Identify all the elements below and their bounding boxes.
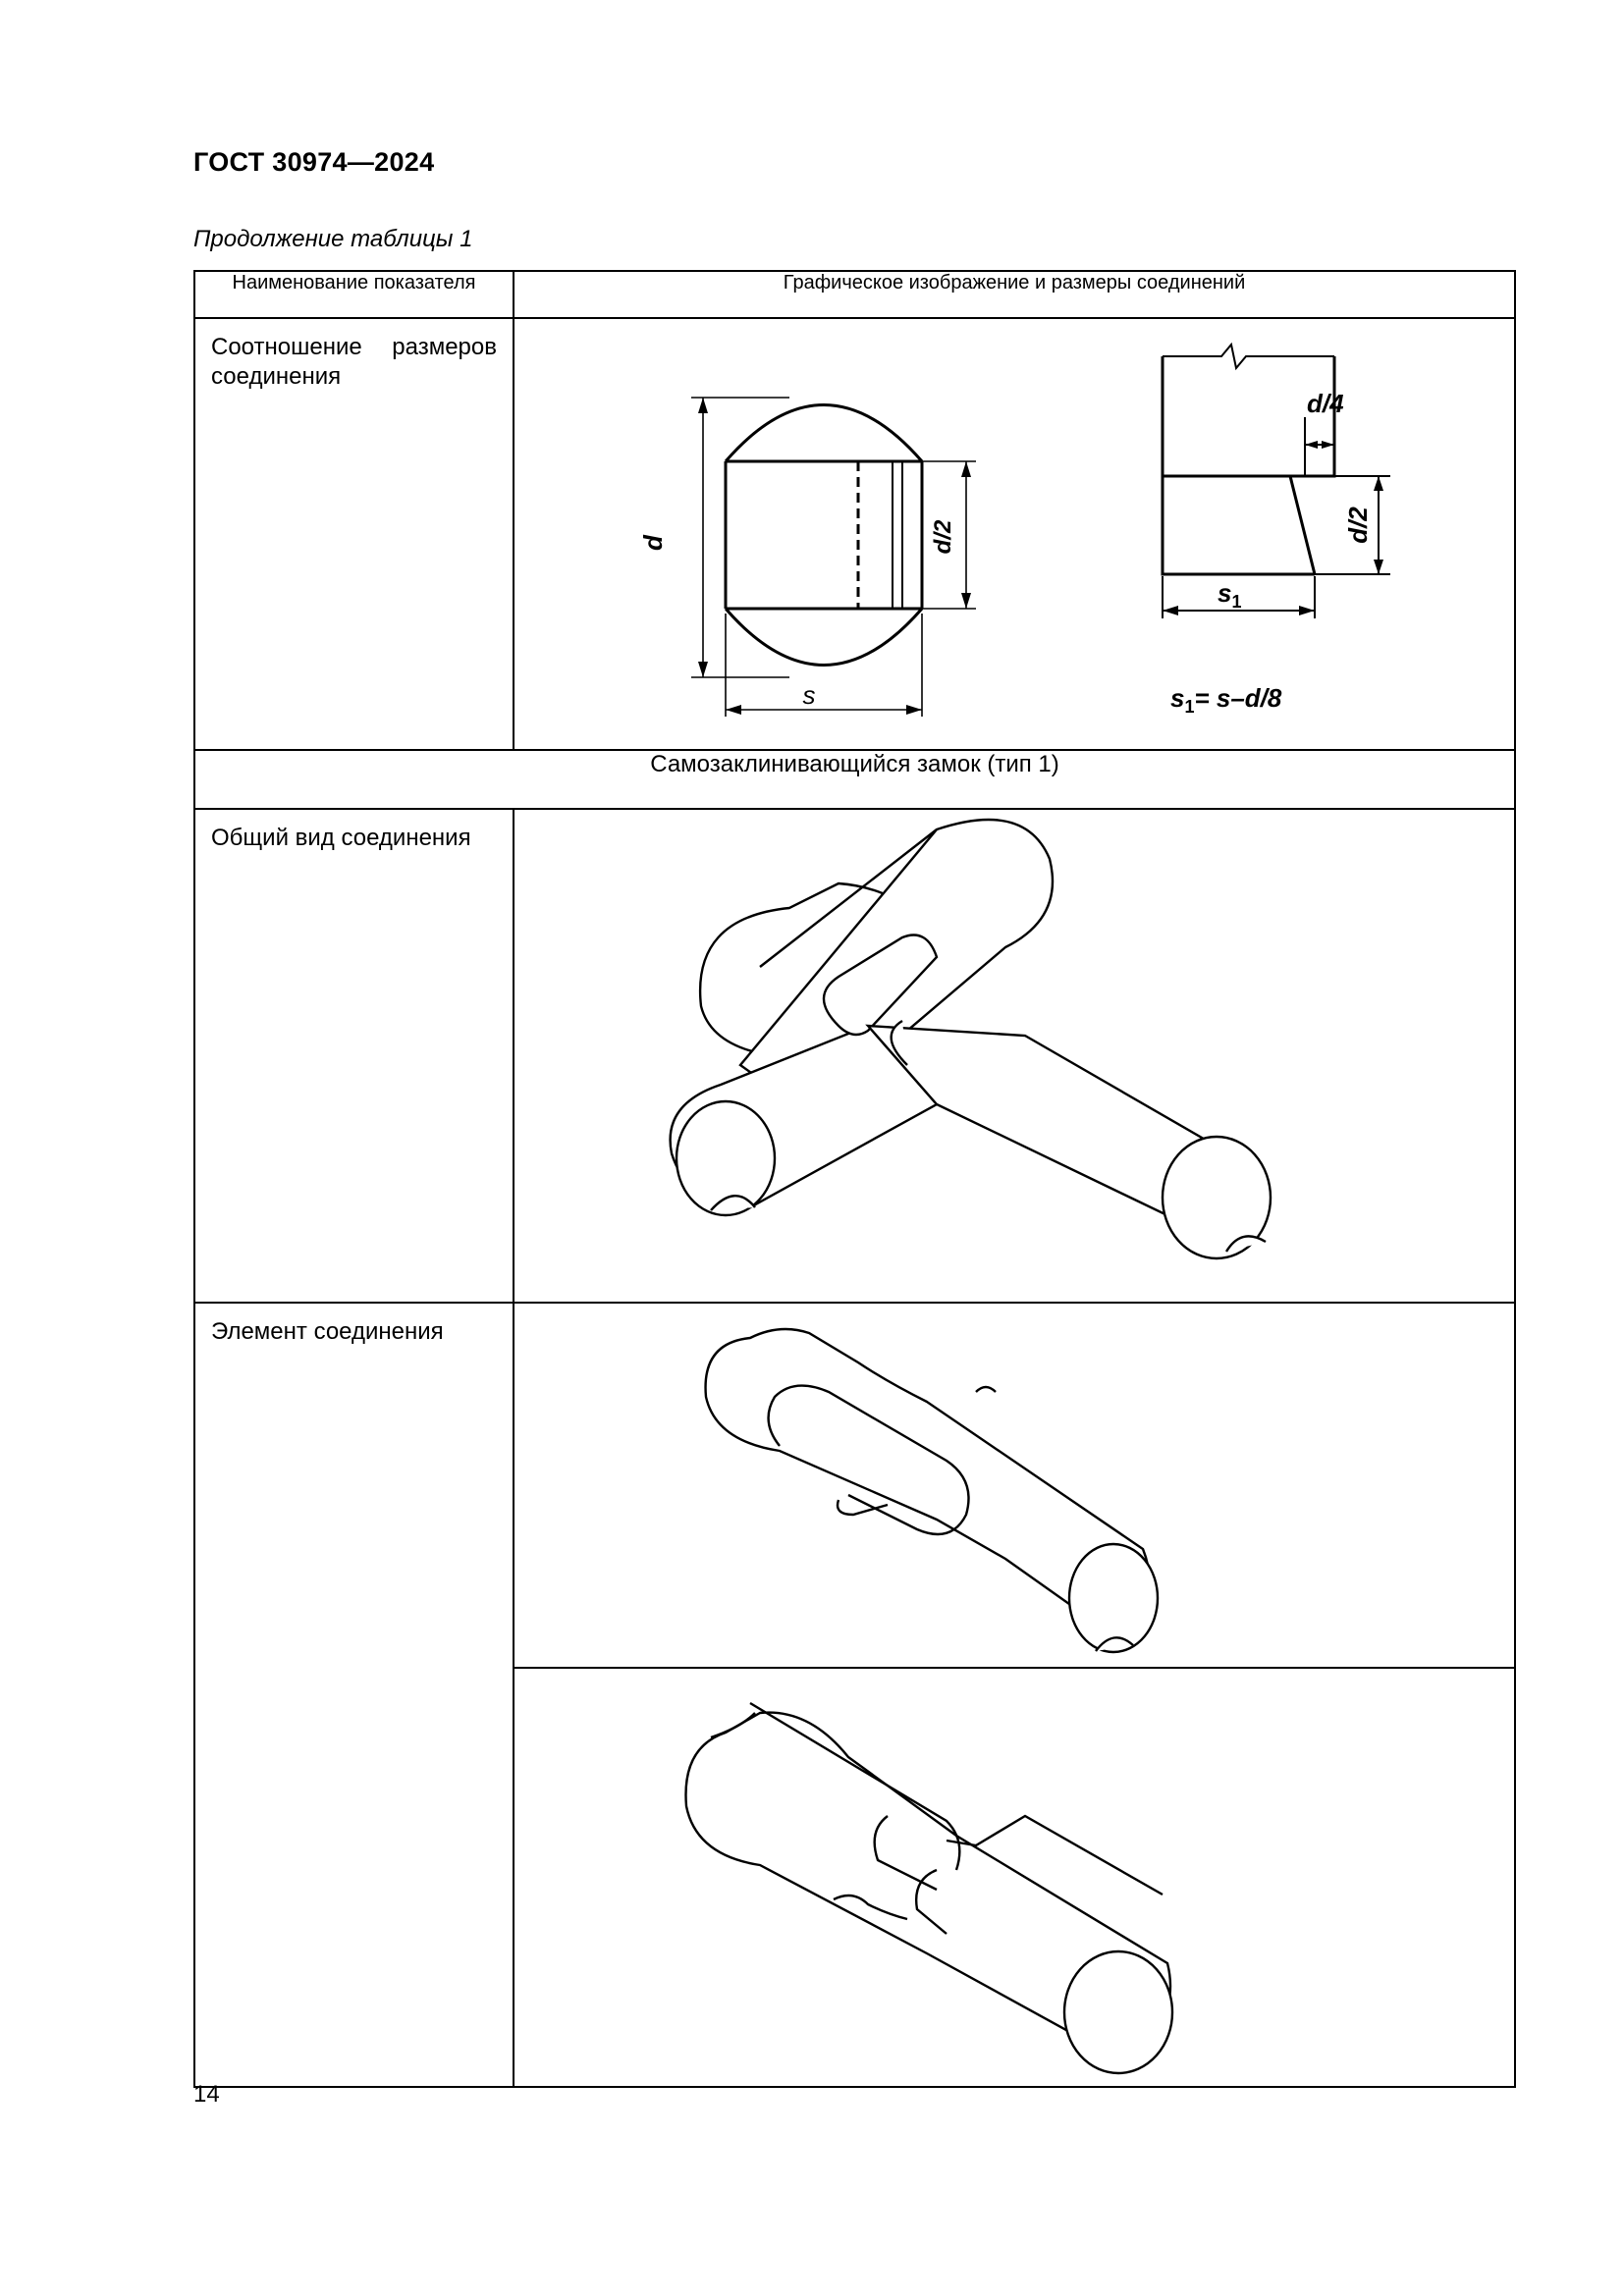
document-code: ГОСТ 30974—2024 (193, 147, 435, 177)
table-row (194, 318, 1515, 750)
row-label-general-view: Общий вид соединения (194, 809, 514, 1303)
element-drawing-notch (514, 1669, 1516, 2086)
formula-s1 (1170, 683, 1282, 717)
dim-d-label: d (638, 535, 668, 551)
spec-table (193, 270, 1516, 2088)
assembled-joint-drawing (514, 810, 1516, 1288)
section-row (194, 750, 1515, 809)
formula-s-sub: 1 (1184, 697, 1195, 717)
dim-d-half-right-label: d/2 (1343, 507, 1373, 544)
element-figure-cell-1 (514, 1303, 1515, 1668)
formula-rest: = s–d/8 (1194, 683, 1282, 713)
table-row (194, 1303, 1515, 1668)
dim-d-quarter-label: d/4 (1307, 389, 1344, 418)
table-row (194, 809, 1515, 1303)
dim-s1-main: s (1218, 578, 1232, 608)
element-figure-cell-2 (514, 1668, 1515, 2087)
proportions-drawing (514, 319, 1516, 735)
formula-s-main: s (1170, 683, 1185, 713)
row-label-element: Элемент соединения (194, 1303, 514, 2087)
element-drawing-slot (514, 1304, 1516, 1667)
table-caption: Продолжение таблицы 1 (193, 226, 473, 252)
dim-d-half-label: d/2 (930, 519, 956, 555)
page-number: 14 (193, 2081, 220, 2108)
header-name-cell: Наименование показателя (194, 271, 514, 318)
general-view-figure-cell (514, 809, 1515, 1303)
dim-s1-sub: 1 (1231, 592, 1242, 612)
header-graphic-cell: Графическое изображение и размеры соединений (514, 271, 1515, 318)
table-header-row (194, 271, 1515, 318)
dim-s-label: s (802, 680, 816, 710)
proportions-figure-cell (514, 318, 1515, 750)
row-label-proportions: Соотношение размеров соединения (194, 318, 514, 750)
dim-s1-label (1218, 578, 1241, 612)
section-title: Самозаклинивающийся замок (тип 1) (194, 750, 1515, 809)
